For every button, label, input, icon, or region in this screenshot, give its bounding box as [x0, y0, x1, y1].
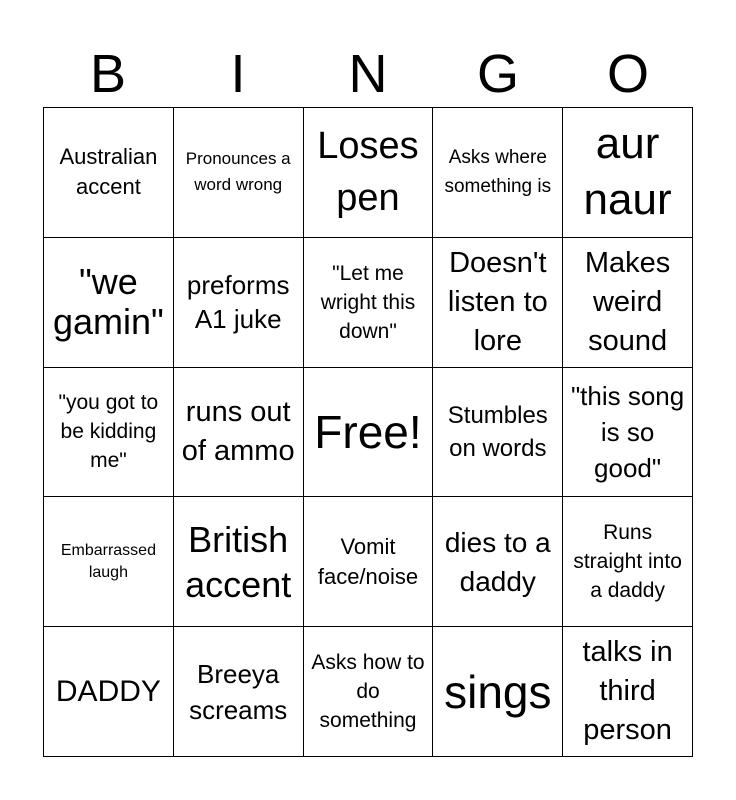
cell-label: British accent — [185, 518, 292, 605]
cell-label: aur naur — [583, 119, 672, 225]
header-letter-g: G — [476, 44, 519, 104]
bingo-cell[interactable] — [44, 238, 174, 368]
cell-label: Asks how to do something — [311, 651, 425, 733]
bingo-cell[interactable] — [304, 497, 434, 627]
bingo-cell[interactable] — [433, 238, 563, 368]
bingo-cell[interactable] — [433, 108, 563, 238]
cell-label: "you got to be kidding me" — [58, 391, 159, 473]
bingo-cell[interactable] — [433, 627, 563, 757]
bingo-cell[interactable] — [304, 627, 434, 757]
cell-label: "Let me wright this down" — [320, 261, 416, 343]
cell-label: Asks where something is — [444, 147, 552, 198]
bingo-cell[interactable] — [563, 627, 693, 757]
header-letter-i: I — [230, 44, 246, 104]
cell-label: DADDY — [55, 674, 161, 708]
cell-label: preforms A1 juke — [186, 270, 290, 335]
cell-label: Loses pen — [317, 125, 419, 220]
cell-label: Doesn't listen to lore — [447, 246, 548, 357]
bingo-cell[interactable] — [433, 368, 563, 498]
bingo-cell[interactable] — [44, 497, 174, 627]
bingo-cell[interactable] — [304, 238, 434, 368]
bingo-cell[interactable] — [174, 627, 304, 757]
header-letter-b: B — [89, 44, 127, 104]
cell-label: dies to a daddy — [444, 526, 551, 597]
bingo-cell[interactable] — [563, 108, 693, 238]
cell-label: sings — [444, 665, 552, 718]
cell-label: "this song is so good" — [570, 380, 685, 483]
cell-label: Runs straight into a daddy — [573, 521, 682, 603]
cell-label: runs out of ammo — [181, 395, 295, 467]
cell-label: Makes weird sound — [584, 246, 671, 357]
cell-label: "we gamin" — [52, 261, 164, 343]
cell-label: Vomit face/noise — [317, 533, 419, 589]
bingo-cell[interactable] — [304, 108, 434, 238]
bingo-cell[interactable] — [44, 368, 174, 498]
bingo-header — [43, 40, 693, 108]
bingo-cell[interactable] — [174, 368, 304, 498]
bingo-cell[interactable] — [44, 108, 174, 238]
bingo-cell[interactable] — [304, 368, 434, 498]
bingo-cell[interactable] — [174, 108, 304, 238]
header-letter-o: O — [606, 44, 649, 104]
bingo-cell[interactable] — [433, 497, 563, 627]
bingo-cell[interactable] — [174, 238, 304, 368]
bingo-cell[interactable] — [563, 368, 693, 498]
cell-label: Free! — [314, 405, 422, 458]
cell-label: talks in third person — [582, 636, 673, 747]
bingo-cell[interactable] — [563, 497, 693, 627]
cell-label: Stumbles on words — [447, 401, 548, 462]
cell-label: Breeya screams — [189, 658, 288, 725]
bingo-grid — [43, 107, 693, 757]
bingo-cell[interactable] — [44, 627, 174, 757]
cell-label: Australian accent — [59, 144, 158, 200]
bingo-cell[interactable] — [563, 238, 693, 368]
cell-label: Pronounces a word wrong — [185, 149, 291, 195]
bingo-cell[interactable] — [174, 497, 304, 627]
cell-label: Embarrassed laugh — [60, 541, 156, 581]
header-letter-n: N — [348, 44, 388, 104]
